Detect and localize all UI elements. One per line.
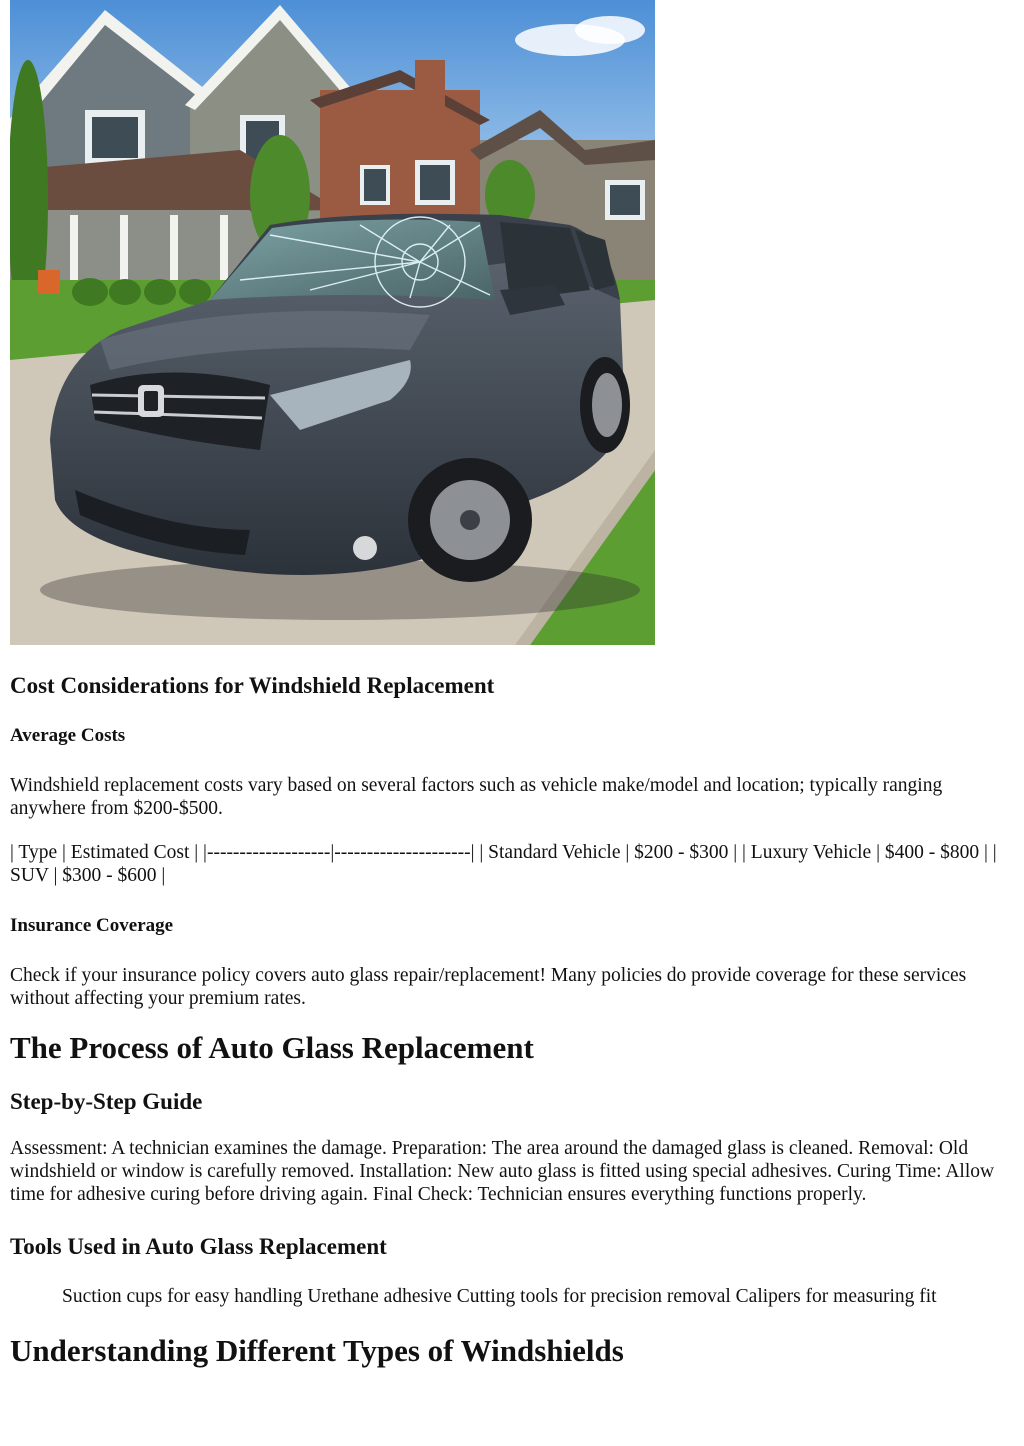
cost-heading: Cost Considerations for Windshield Replacement	[10, 673, 495, 698]
insurance-heading: Insurance Coverage	[10, 915, 174, 936]
average-costs-heading: Average Costs	[10, 725, 126, 746]
step-guide-heading: Step-by-Step Guide	[10, 1089, 203, 1114]
cost-table-text: | Type | Estimated Cost | |-------------------|---------------------| | Standard Vehicle | $200 - $300 | | Luxury Vehicle | $400 - $800 | | SUV | $300 - $600 |	[10, 842, 997, 886]
tools-heading: Tools Used in Auto Glass Replacement	[10, 1234, 387, 1259]
windshield-types-heading: Understanding Different Types of Windshields	[10, 1333, 624, 1368]
step-guide-paragraph: Assessment: A technician examines the damage. Preparation: The area around the damaged glass is cleaned. Removal: Old windshield or window is carefully removed. Installation: New auto glass is fitted using special adhesives. Curing Time: Allow time for adhesive curing before driving again. Final Check: Technician ensures everything functions properly.	[10, 1138, 995, 1205]
average-costs-paragraph: Windshield replacement costs vary based on several factors such as vehicle make/model and location; typically ranging anywhere from $200-$500.	[10, 775, 943, 819]
hero-image	[10, 0, 655, 645]
process-heading: The Process of Auto Glass Replacement	[10, 1030, 534, 1065]
insurance-paragraph: Check if your insurance policy covers auto glass repair/replacement! Many policies do provide coverage for these services without affecting your premium rates.	[10, 965, 967, 1009]
tools-list: Suction cups for easy handling Urethane adhesive Cutting tools for precision removal Calipers for measuring fit	[62, 1286, 937, 1307]
document-page	[10, 0, 1005, 1369]
